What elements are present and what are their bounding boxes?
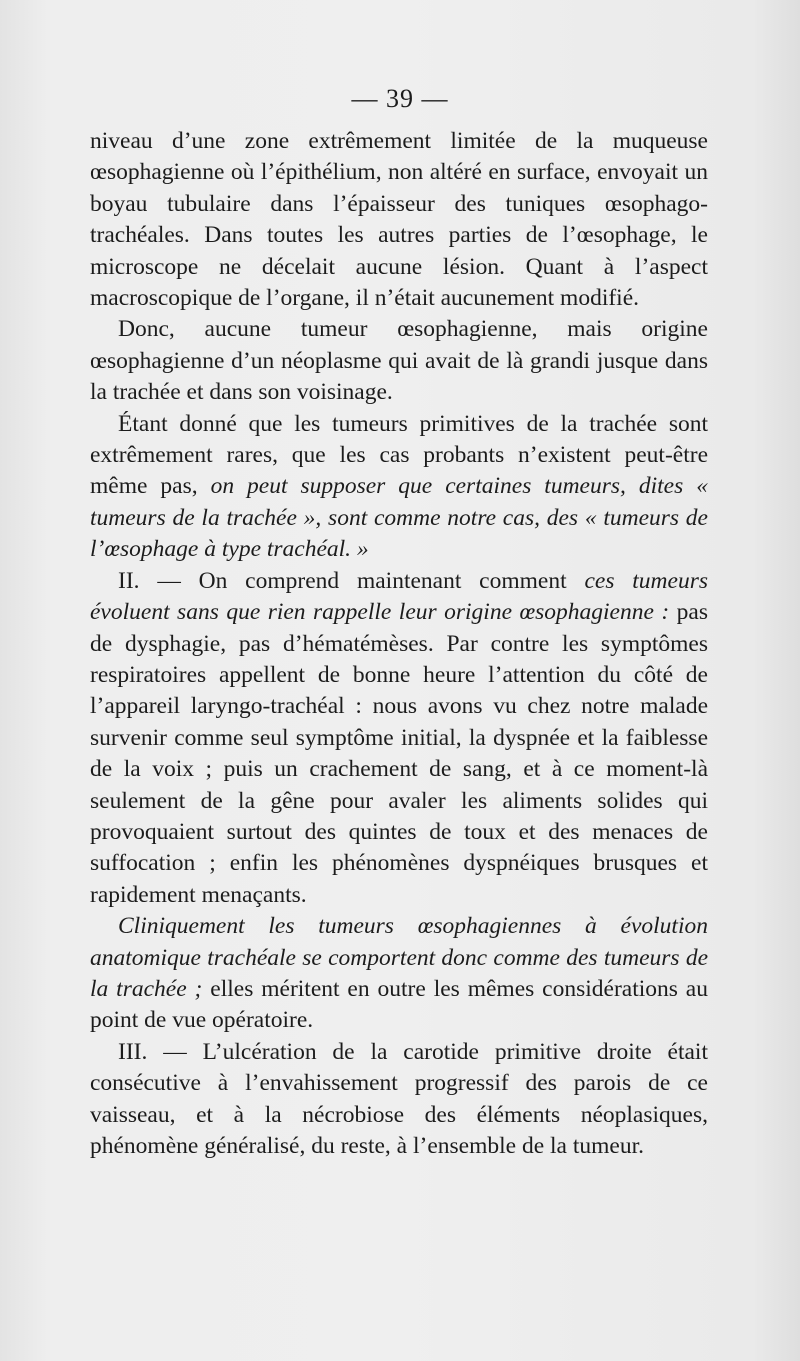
text-run: II. — On comprend maintenant comment <box>118 567 585 594</box>
italic-text: Cliniquement les tumeurs œsophagiennes à évolution anatomique trachéale se comportent donc comme des tumeurs de la trachée ; <box>90 913 708 1002</box>
text-run: Donc, aucune tumeur œsophagienne, mais origine œsophagienne d’un néoplasme qui avait de là grandi jusque dans la trachée et dans son voisinage. <box>90 316 708 406</box>
paragraph <box>90 126 708 314</box>
paragraph <box>90 566 708 911</box>
text-run: elles méritent en outre les mêmes considérations au point de vue opératoire. <box>90 975 708 1034</box>
text-run: pas de dysphagie, pas d’hématémèses. Par contre les symptômes respiratoires appellent de bonne heure l’attention du côté de l’appareil laryngo-trachéal : nous avons vu chez notre malade survenir comme seul symptôme initial, la dyspnée et la faiblesse de la voix ; puis un crachement de sang, et à ce moment-là seulement de la gêne pour avaler les aliments solides qui provoquaient surtout des quintes de toux et des menaces de suffocation ; enfin les phénomènes dyspnéiques brusques et rapidement menaçants. <box>90 599 709 908</box>
page-number: — 39 — <box>351 84 449 113</box>
italic-text: on peut supposer que certaines tumeurs, dites « tumeurs de la trachée », sont comme notre cas, des « tumeurs de l’œsophage à type trachéal. » <box>90 473 708 563</box>
text-run: III. — L’ulcération de la carotide primitive droite était consécutive à l’envahissement progressif des parois de ce vaisseau, et à la nécrobiose des éléments néoplasiques, phénomène généralisé, du reste, à l’ensemble de la tumeur. <box>90 1038 708 1159</box>
paragraph <box>90 409 708 566</box>
italic-text: ces tumeurs évoluent sans que rien rappelle leur origine œsophagienne : <box>90 567 708 626</box>
paragraph <box>90 314 708 408</box>
text-run: Étant donné que les tumeurs primitives de la trachée sont extrêmement rares, que les cas probants n’existent peut-être même pas, <box>90 410 708 500</box>
page-body-text <box>90 126 708 1162</box>
paragraph <box>90 911 708 1037</box>
text-run: niveau d’une zone extrêmement limitée de la muqueuse œsophagienne où l’épithélium, non altéré en surface, envoyait un boyau tubulaire dans l’épaisseur des tuniques œsophago-trachéales. Dans toutes les autres parties de l’œsophage, le microscope ne décelait aucune lésion. Quant à l’aspect macroscopique de l’organe, il n’était aucunement modifié. <box>90 128 708 312</box>
paragraph <box>90 1037 708 1163</box>
